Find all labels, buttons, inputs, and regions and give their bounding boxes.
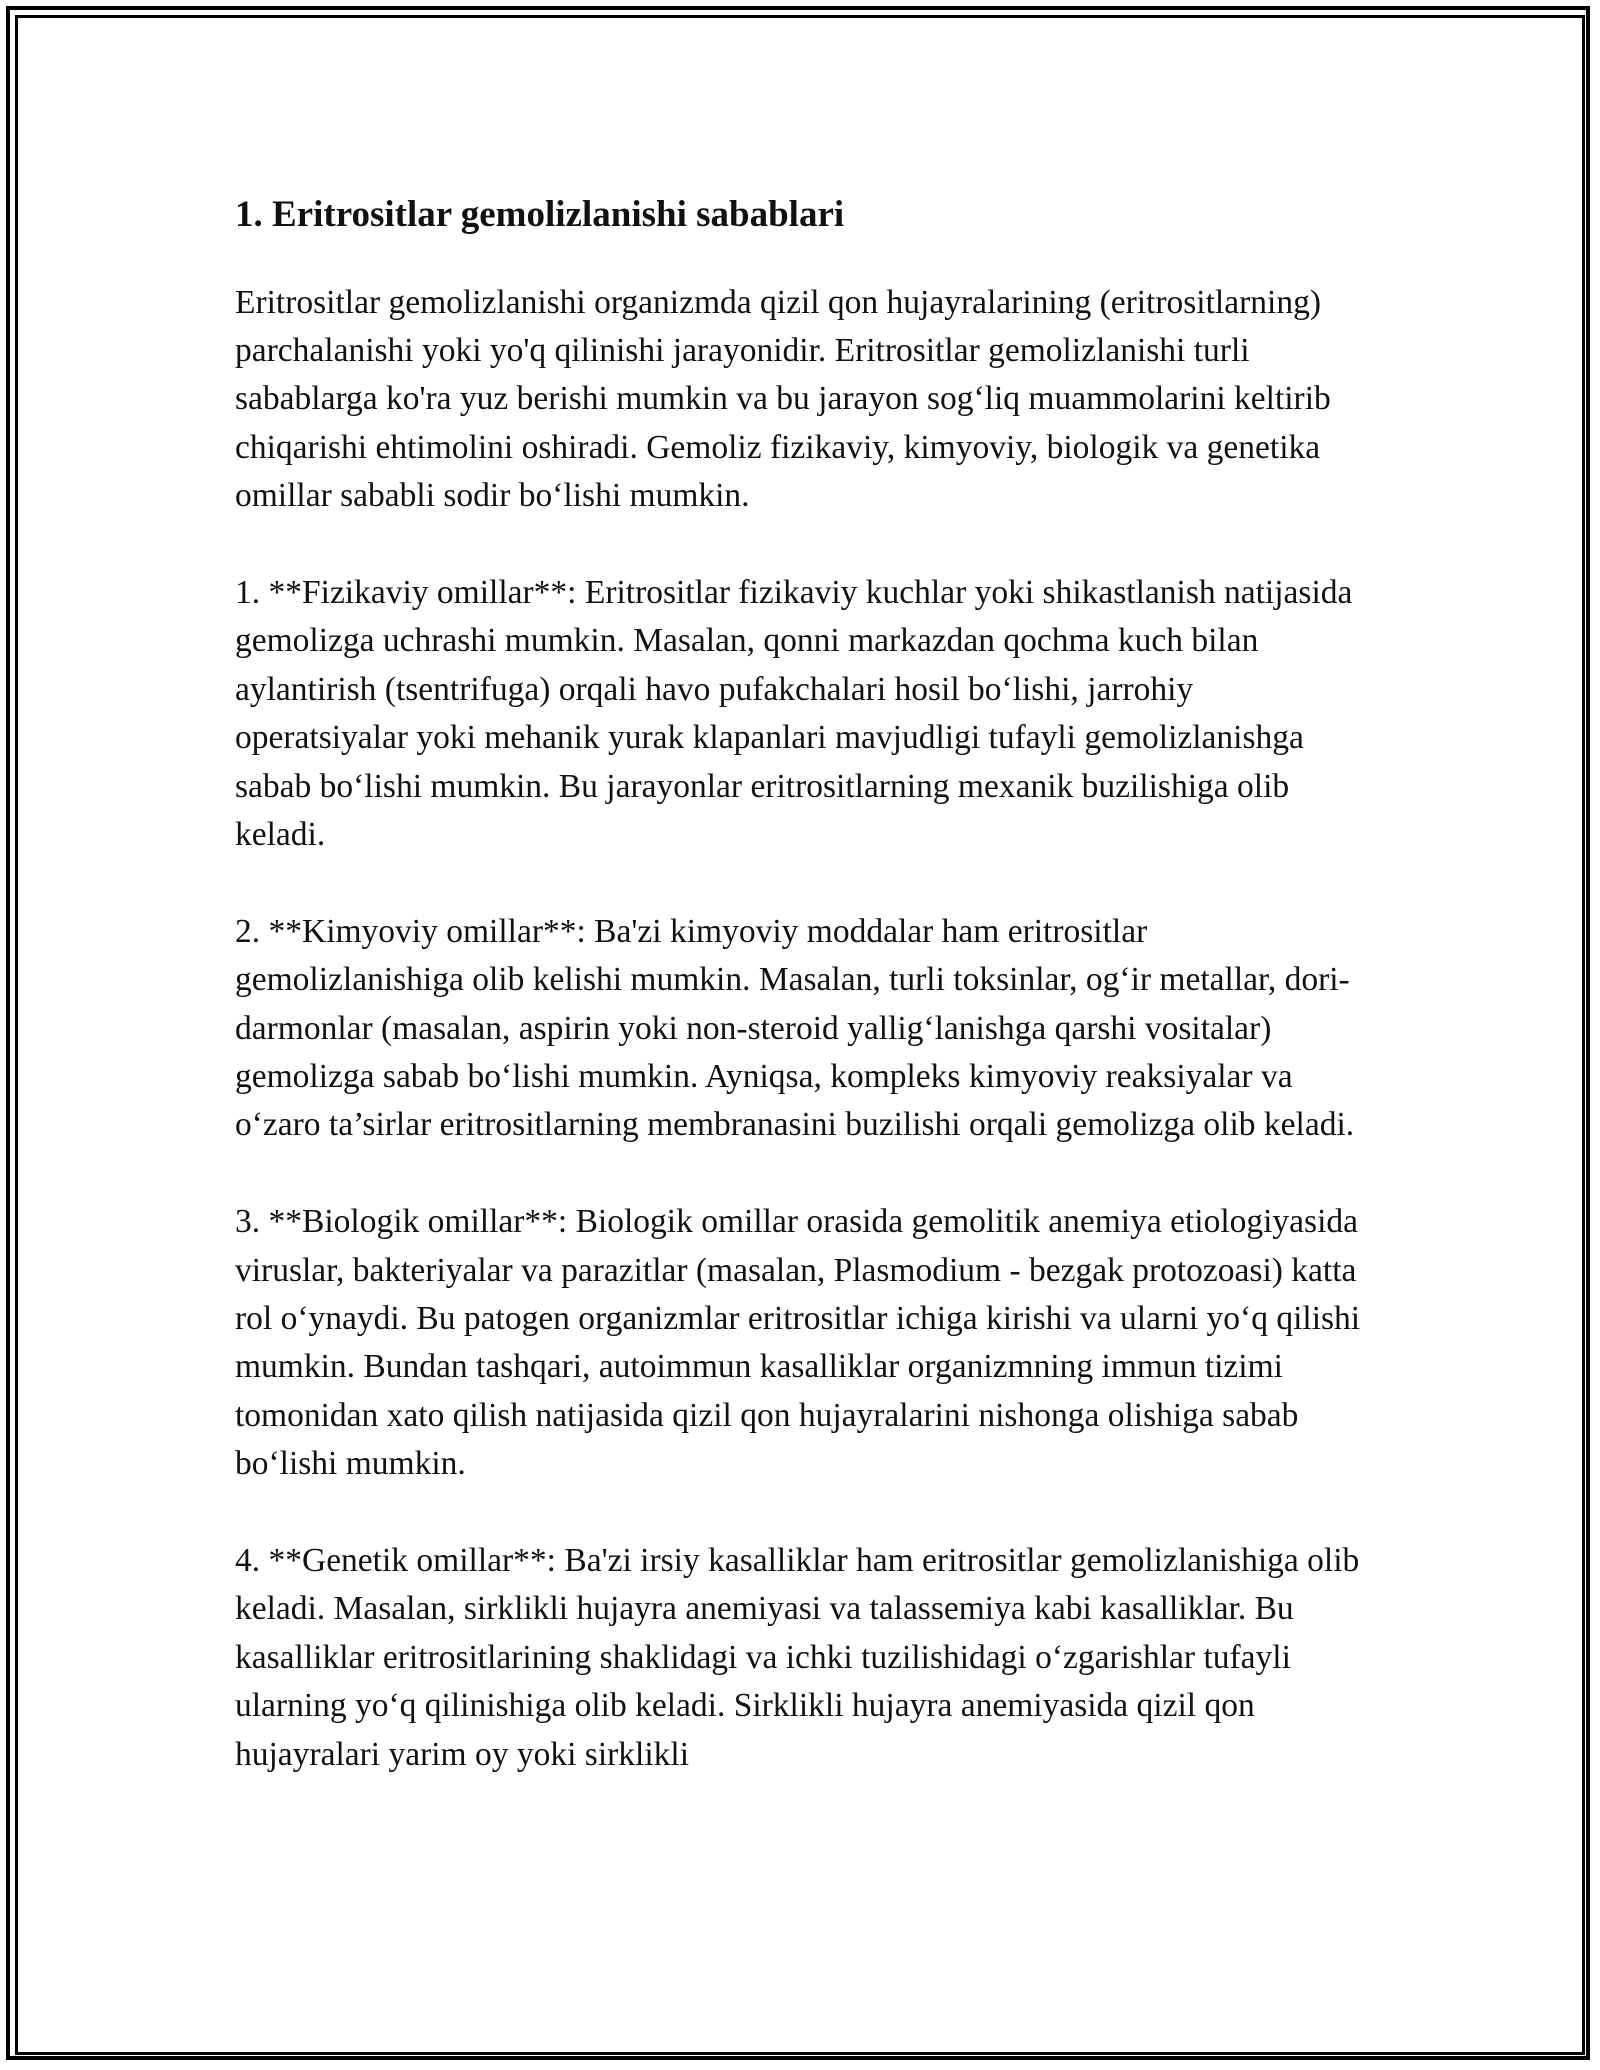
paragraph-biological-factors: 3. **Biologik omillar**: Biologik omillar orasida gemolitik anemiya etiologiyasida viruslar, bakteriyalar va parazitlar (masalan, Plasmodium - bezgak protozoasi) katta rol o‘ynaydi. Bu patogen organizmlar eritrositlar ichiga kirishi va ularni yo‘q qilishi mumkin. Bundan tashqari, autoimmun kasalliklar organizmning immun tizimi tomonidan xato qilish natijasida qizil qon hujayralarini nishonga olishiga sabab bo‘lishi mumkin. <box>235 1203 1361 1483</box>
paragraph-chemical-factors: 2. **Kimyoviy omillar**: Ba'zi kimyoviy moddalar ham eritrositlar gemolizlanishiga olib kelishi mumkin. Masalan, turli toksinlar, og‘ir metallar, dori-darmonlar (masalan, aspirin yoki non-steroid yallig‘lanishga qarshi vositalar) gemolizga sabab bo‘lishi mumkin. Ayniqsa, kompleks kimyoviy reaksiyalar va o‘zaro ta’sirlar eritrositlarning membranasini buzilishi orqali gemolizga olib keladi. <box>235 912 1355 1144</box>
paragraph-physical-factors: 1. **Fizikaviy omillar**: Eritrositlar fizikaviy kuchlar yoki shikastlanish natijasida gemolizga uchrashi mumkin. Masalan, qonni markazdan qochma kuch bilan aylantirish (tsentrifuga) orqali havo pufakchalari hosil bo‘lishi, jarrohiy operatsiyalar yoki mehanik yurak klapanlari mavjudligi tufayli gemolizlanishga sabab bo‘lishi mumkin. Bu jarayonlar eritrositlarning mexanik buzilishiga olib keladi. <box>235 573 1353 853</box>
paragraph-genetic-factors: 4. **Genetik omillar**: Ba'zi irsiy kasalliklar ham eritrositlar gemolizlanishiga olib keladi. Masalan, sirklikli hujayra anemiyasi va talassemiya kabi kasalliklar. Bu kasalliklar eritrositlarining shaklidagi va ichki tuzilishidagi o‘zgarishlar tufayli ularning yo‘q qilinishiga olib keladi. Sirklikli hujayra anemiyasida qizil qon hujayralari yarim oy yoki sirklikli <box>235 1542 1360 1773</box>
section-title: 1. Eritrositlar gemolizlanishi sabablari <box>235 194 845 235</box>
paragraph-intro: Eritrositlar gemolizlanishi organizmda qizil qon hujayralarining (eritrositlarning) parchalanishi yoki yo'q qilinishi jarayonidir. Eritrositlar gemolizlanishi turli sabablarga ko'ra yuz berishi mumkin va bu jarayon sog‘liq muammolarini keltirib chiqarishi ehtimolini oshiradi. Gemoliz fizikaviy, kimyoviy, biologik va genetika omillar sababli sodir bo‘lishi mumkin. <box>235 283 1331 515</box>
section-text <box>235 279 1365 1780</box>
document-body <box>235 185 1365 1813</box>
